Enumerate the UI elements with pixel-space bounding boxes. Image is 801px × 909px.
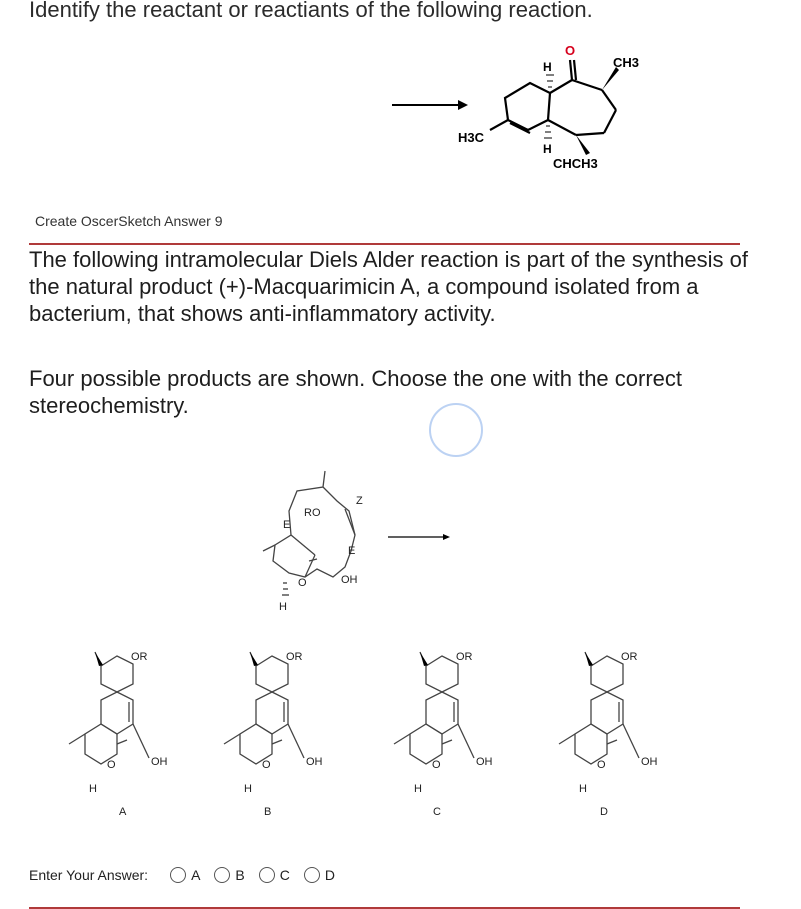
reactant-structure — [263, 471, 355, 577]
reactant-label-ro: RO — [304, 507, 321, 519]
choice-b-letter: B — [264, 806, 272, 818]
choice-structure-B — [224, 652, 304, 764]
choice-b-o: O — [262, 759, 271, 771]
label-ch3: CH3 — [613, 55, 640, 70]
choice-a-oh: OH — [151, 756, 168, 768]
question-title: Identify the reactant or reactiants of the following reaction. — [29, 0, 593, 22]
answer-option-d[interactable] — [304, 867, 335, 883]
choice-d-or: OR — [621, 651, 638, 663]
choice-c-oh: OH — [476, 756, 493, 768]
wedge-bond-2 — [576, 135, 590, 155]
choice-c-letter: C — [433, 806, 441, 818]
answer-option-a[interactable] — [170, 867, 200, 883]
reaction-scheme-2 — [245, 465, 460, 615]
reactant-label-z: Z — [356, 495, 363, 507]
reactant-label-e2: E — [348, 545, 356, 557]
answer-option-c[interactable] — [259, 867, 290, 883]
radio-d[interactable] — [304, 867, 320, 883]
option-d-label: D — [324, 867, 336, 883]
choice-a-o: O — [107, 759, 116, 771]
choice-a-letter: A — [119, 806, 127, 818]
choice-c-h: H — [414, 783, 422, 795]
reactant-label-oh: OH — [341, 574, 358, 586]
label-h-top: H — [543, 60, 552, 74]
label-chch3: CHCH3 — [553, 156, 598, 171]
answer-option-b[interactable] — [214, 867, 244, 883]
choice-d-h: H — [579, 783, 587, 795]
create-sketch-link[interactable]: Create OscerSketch Answer 9 — [35, 213, 223, 229]
option-a-label: A — [191, 867, 201, 883]
radio-a[interactable] — [170, 867, 186, 883]
choice-b-oh: OH — [306, 756, 323, 768]
cursor-circle-indicator — [429, 403, 483, 457]
question2-paragraph-1: The following intramolecular Diels Alder reaction is part of the synthesis of the natural product (+)-Macquarimicin A, a compound isolated from a bacterium, that shows anti-inflammatory activity. — [29, 247, 749, 326]
reaction-scheme-1 — [380, 35, 680, 185]
choice-d-oh: OH — [641, 756, 658, 768]
wedge-bond — [602, 67, 619, 90]
product-structure — [490, 60, 616, 135]
choice-structure-D — [559, 652, 639, 764]
reaction-arrowhead — [458, 100, 468, 110]
label-oxygen: O — [565, 43, 576, 58]
choice-structure-A — [69, 652, 149, 764]
question2-paragraph-2: Four possible products are shown. Choose the one with the correct stereochemistry. — [29, 366, 683, 418]
choice-b-h: H — [244, 783, 252, 795]
choice-d-letter: D — [600, 806, 608, 818]
answer-row — [29, 863, 335, 887]
option-b-label: B — [235, 867, 245, 883]
section-divider — [29, 243, 740, 245]
answer-prompt: Enter Your Answer: — [29, 867, 149, 883]
product-choices — [55, 640, 675, 820]
label-h3c: H3C — [458, 130, 485, 145]
reactant-label-e1: E — [283, 519, 291, 531]
choice-c-o: O — [432, 759, 441, 771]
choice-structure-C — [394, 652, 474, 764]
reactant-label-o: O — [298, 577, 307, 589]
radio-b[interactable] — [214, 867, 230, 883]
reaction-arrowhead-2 — [443, 534, 450, 540]
option-c-label: C — [279, 867, 290, 883]
choice-a-or: OR — [131, 651, 148, 663]
label-h-bottom: H — [543, 142, 552, 156]
radio-c[interactable] — [259, 867, 275, 883]
choice-a-h: H — [89, 783, 97, 795]
choice-b-or: OR — [286, 651, 303, 663]
choice-c-or: OR — [456, 651, 473, 663]
reactant-hash-bond — [282, 583, 289, 595]
choice-d-o: O — [597, 759, 606, 771]
reactant-label-h: H — [279, 601, 287, 613]
